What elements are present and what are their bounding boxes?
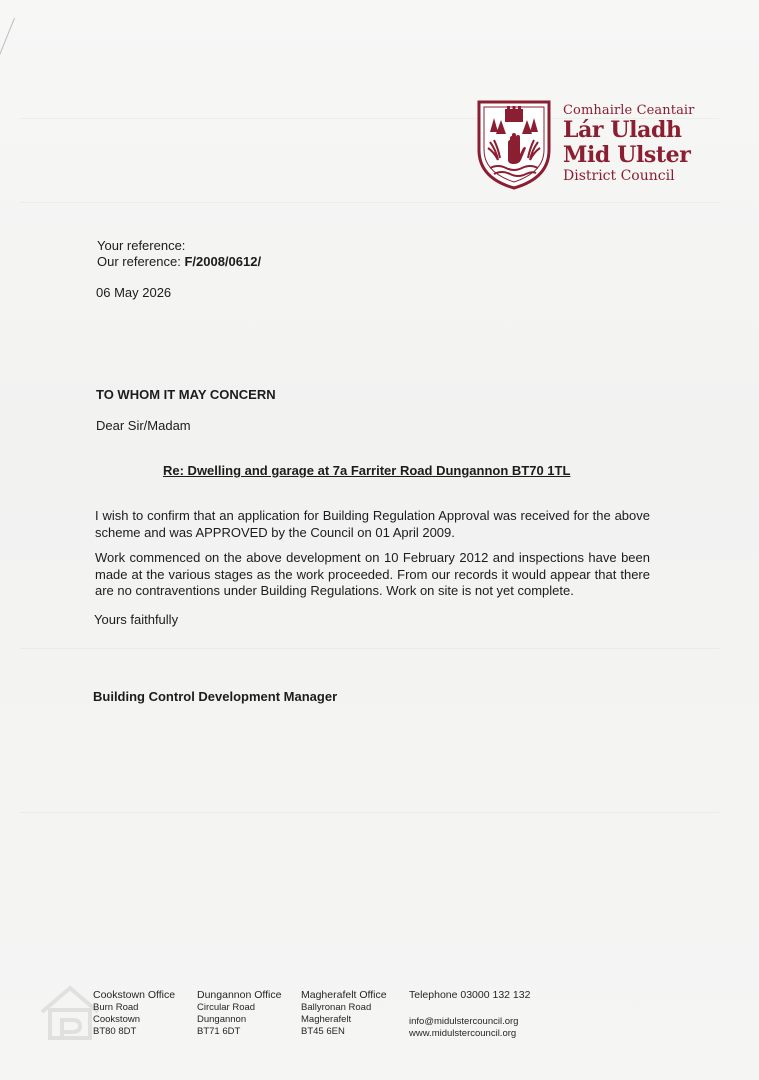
office-address-line: BT80 8DT xyxy=(93,1026,137,1037)
council-name-english-line2: District Council xyxy=(563,168,675,184)
office-address-line: BT45 6EN xyxy=(301,1026,345,1037)
greeting: Dear Sir/Madam xyxy=(96,418,191,433)
telephone: Telephone 03000 132 132 xyxy=(409,989,531,1001)
our-reference-value: F/2008/0612/ xyxy=(184,254,262,269)
scan-artifact xyxy=(20,812,719,813)
closing: Yours faithfully xyxy=(94,612,179,627)
office-address-line: Dungannon xyxy=(197,1014,247,1025)
signatory-title: Building Control Development Manager xyxy=(93,689,338,704)
office-title: Magherafelt Office xyxy=(301,989,387,1001)
body-paragraph: Work commenced on the above development on 10 February 2012 and inspections have been made at the various stages as the work proceeded. From our records it would appear that there are no contraventions under Building Regulations. Work on site is not yet complete. xyxy=(95,550,650,598)
council-name-english-line1: Mid Ulster xyxy=(563,142,691,168)
scan-artifact xyxy=(20,202,719,203)
council-name-irish-line2: Lár Uladh xyxy=(563,117,682,143)
body-paragraph: I wish to confirm that an application for Building Regulation Approval was received for the above scheme and was APPROVED by the Council on 01 April 2009. xyxy=(95,508,650,540)
scan-artifact xyxy=(20,648,719,649)
website-link[interactable]: www.midulstercouncil.org xyxy=(409,1028,517,1039)
letter-date: 06 May 2026 xyxy=(96,285,172,300)
salutation-heading: TO WHOM IT MAY CONCERN xyxy=(96,387,276,402)
council-name-irish-line1: Comhairle Ceantair xyxy=(563,103,695,118)
footer-contact xyxy=(409,989,530,1040)
scan-fold-mark xyxy=(0,18,75,128)
footer-magherafelt-office xyxy=(301,989,387,1038)
office-title: Dungannon Office xyxy=(197,989,282,1001)
our-reference-line xyxy=(97,254,261,270)
council-crest-logo xyxy=(476,98,552,190)
email-link[interactable]: info@midulstercouncil.org xyxy=(409,1016,519,1027)
office-address-line: Cookstown xyxy=(93,1014,140,1025)
subject-line: Re: Dwelling and garage at 7a Farriter Road Dungannon BT70 1TL xyxy=(163,463,571,478)
footer-dungannon-office xyxy=(197,989,281,1038)
your-reference-label: Your reference: xyxy=(97,238,186,253)
council-name-block xyxy=(563,103,695,184)
office-address-line: Circular Road xyxy=(197,1002,256,1013)
office-address-line: Burn Road xyxy=(93,1002,139,1013)
office-address-line: Ballyronan Road xyxy=(301,1002,372,1013)
footer-cookstown-office xyxy=(93,989,175,1038)
office-title: Cookstown Office xyxy=(93,989,176,1001)
office-address-line: Magherafelt xyxy=(301,1014,352,1025)
our-reference-label: Our reference: xyxy=(97,254,181,269)
office-address-line: BT71 6DT xyxy=(197,1026,241,1037)
